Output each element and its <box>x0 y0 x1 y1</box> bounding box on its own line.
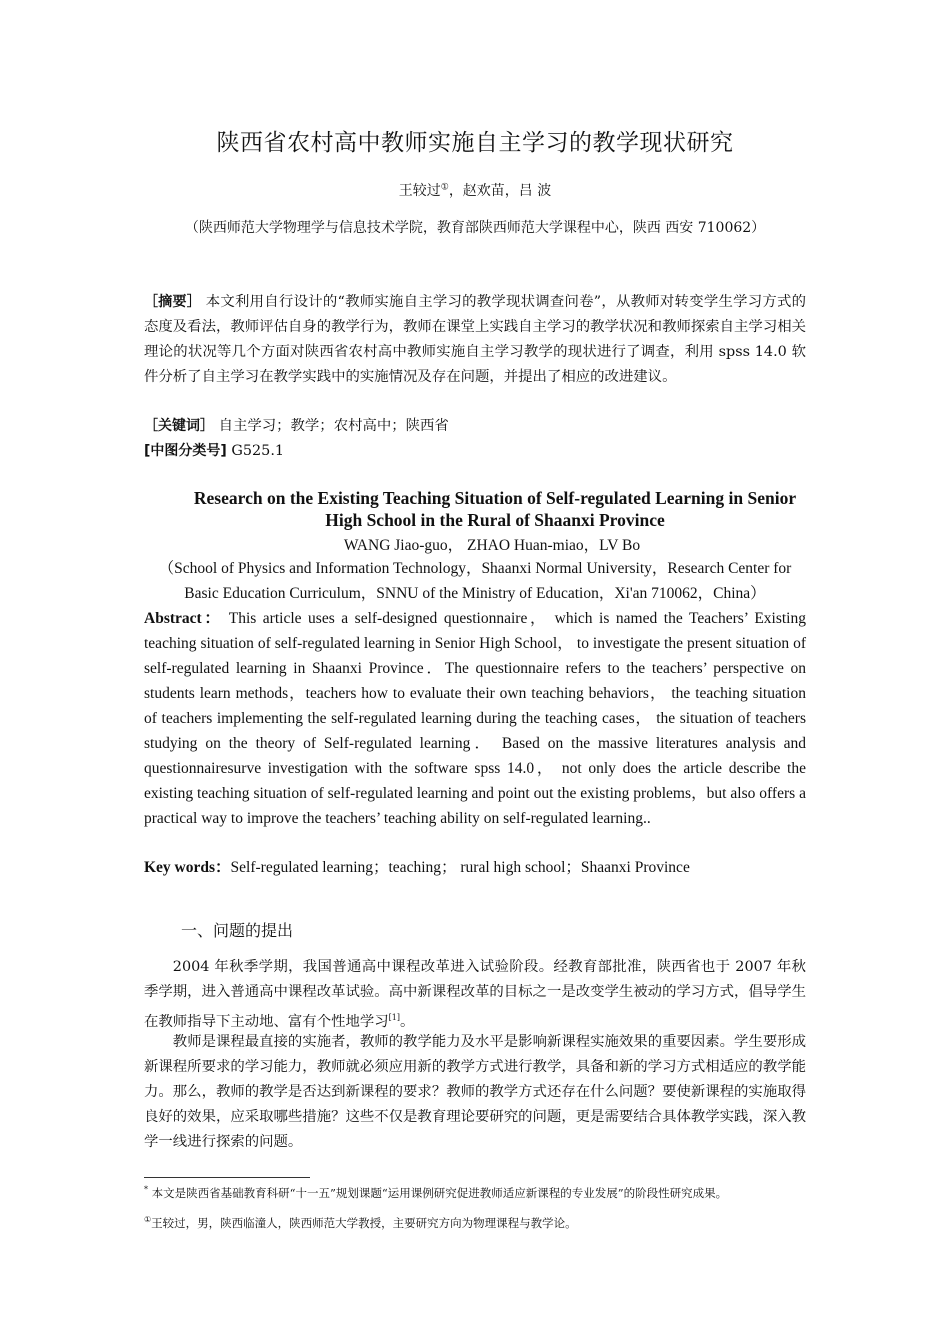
section-heading: 一、问题的提出 <box>181 921 294 940</box>
footnote-1 <box>144 1183 806 1200</box>
english-affiliation: （School of Physics and Information Technology，Shaanxi Normal University，Research Center for Basic Education Curriculum，SNNU of the Ministry of Education，Xi'an 710062，China） <box>158 560 792 602</box>
english-abstract <box>144 606 806 831</box>
keywords-cn <box>144 414 806 439</box>
author-footnote-mark: ① <box>440 182 449 193</box>
author-others: ，赵欢苗，吕 波 <box>448 183 552 199</box>
footnote-divider <box>144 1177 310 1178</box>
keywords-en-label: Key words： <box>144 859 231 876</box>
affiliation: （陕西师范大学物理学与信息技术学院，教育部陕西师范大学课程中心，陕西 西安 710062） <box>184 220 766 236</box>
abstract-cn <box>144 290 806 390</box>
keywords-en-text: Self-regulated learning；teaching； rural high school；Shaanxi Province <box>230 859 690 876</box>
english-title: Research on the Existing Teaching Situation of Self-regulated Learning in Senior High School in the Rural of Shaanxi Province <box>193 488 797 530</box>
english-keywords <box>144 855 806 880</box>
footnote-2-mark: ① <box>144 1215 152 1224</box>
author-first: 王较过 <box>398 183 441 199</box>
abstract-en-text: This article uses a self-designed questionnaire， which is named the Teachers’ Existing teaching situation of self-regulated learning in Senior High School， to investigate the present situation of self-regulated learning in Shaanxi Province．The questionnaire refers to the teachers’ perspective on students learn methods，teachers how to evaluate their own teaching behaviors， the teaching situation of teachers implementing the self-regulated learning during the teaching cases， the situation of teachers studying on the theory of Self-regulated learning． Based on the massive literatures analysis and questionnairesurve investigation with the software spss 14.0， not only does the article describe the existing teaching situation of self-regulated learning and point out the existing problems，but also offers a practical way to improve the teachers’ teaching ability on self-regulated learning.. <box>144 610 806 827</box>
abstract-en-label: Abstract： <box>144 610 223 627</box>
clc-value: G525.1 <box>226 443 285 459</box>
keywords-cn-label: ［关键词］ <box>144 418 214 434</box>
author-list <box>0 180 950 200</box>
footnote-2-text: 王较过，男，陕西临潼人，陕西师范大学教授，主要研究方向为物理课程与教学论。 <box>151 1215 577 1230</box>
english-authors: WANG Jiao-guo， ZHAO Huan-miao，LV Bo <box>343 537 641 554</box>
body-paragraph-2: 教师是课程最直接的实施者，教师的教学能力及水平是影响新课程实施效果的重要因素。学生要形成新课程所要求的学习能力，教师就必须应用新的教学方式进行教学，具备和新的学习方式相适应的教学能力。那么，教师的教学是否达到新课程的要求？教师的教学方式还存在什么问题？要使新课程的实施取得良好的效果，应采取哪些措施？这些不仅是教育理论要研究的问题，更是需要结合具体教学实践，深入教学一线进行探索的问题。 <box>144 1034 806 1150</box>
keywords-cn-text: 自主学习；教学；农村高中；陕西省 <box>214 418 449 434</box>
citation-ref: [1] <box>388 1013 400 1022</box>
para1-end: 。 <box>400 1013 415 1030</box>
footnote-2 <box>144 1213 806 1230</box>
clc-label: [中图分类号] <box>144 443 227 459</box>
footnote-1-mark: * <box>144 1185 148 1194</box>
para1-text: 2004 年秋季学期，我国普通高中课程改革进入试验阶段。经教育部批准，陕西省也于 2007 年秋季学期，进入普通高中课程改革试验。高中新课程改革的目标之一是改变学生被动的学习方式，倡导学生在教师指导下主动地、富有个性地学习 <box>144 959 806 1030</box>
abstract-cn-label: ［摘要］ <box>144 294 201 310</box>
body-paragraph-1 <box>144 955 806 1035</box>
footnote-1-text: 本文是陕西省基础教育科研“十一五”规划课题“运用课例研究促进教师适应新课程的专业发展”的阶段性研究成果。 <box>148 1185 728 1200</box>
paper-title: 陕西省农村高中教师实施自主学习的教学现状研究 <box>216 130 734 156</box>
abstract-cn-text: 本文利用自行设计的“教师实施自主学习的教学现状调查问卷”，从教师对转变学生学习方式的态度及看法，教师评估自身的教学行为，教师在课堂上实践自主学习的教学状况和教师探索自主学习相关理论的状况等几个方面对陕西省农村高中教师实施自主学习教学的现状进行了调查，利用 spss 14.0 软件分析了自主学习在教学实践中的实施情况及存在问题，并提出了相应的改进建议。 <box>144 294 806 385</box>
classification-code <box>144 439 806 464</box>
